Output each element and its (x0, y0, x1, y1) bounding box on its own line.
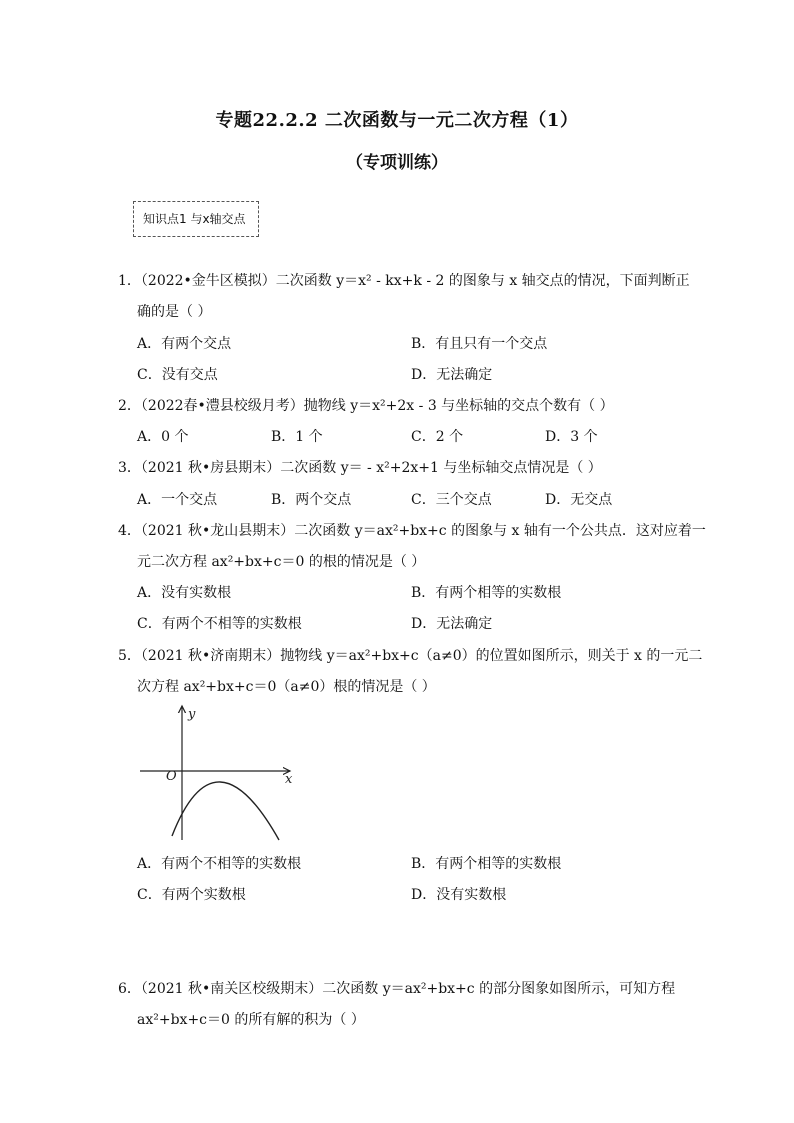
question-4-option-a: A．没有实数根 (137, 585, 232, 601)
question-6-line-1: 6．（2021 秋•南关区校级期末）二次函数 y＝ax²+bx+c 的部分图象如图所示，可知方程 (118, 981, 676, 997)
question-5-option-b: B．有两个相等的实数根 (411, 856, 562, 872)
question-5-line-2: 次方程 ax²+bx+c＝0（a≠0）根的情况是（ ） (137, 679, 436, 695)
question-5-line-1: 5．（2021 秋•济南期末）抛物线 y＝ax²+bx+c（a≠0）的位置如图所示，则关于 x 的一元二 (118, 648, 703, 664)
question-2-option-b: B．1 个 (271, 429, 323, 445)
question-4-option-d: D．无法确定 (411, 616, 493, 632)
question-4-line-2: 元二次方程 ax²+bx+c＝0 的根的情况是（ ） (137, 554, 426, 570)
question-1-option-b: B．有且只有一个交点 (411, 336, 548, 352)
question-5-option-c: C．有两个实数根 (137, 887, 246, 903)
question-3-option-d: D．无交点 (545, 492, 613, 508)
question-3-option-c: C．三个交点 (411, 492, 492, 508)
question-4-option-b: B．有两个相等的实数根 (411, 585, 562, 601)
question-4-line-1: 4．（2021 秋•龙山县期末）二次函数 y＝ax²+bx+c 的图象与 x 轴有一个公共点．这对应着一 (118, 523, 706, 539)
question-2-option-c: C．2 个 (411, 429, 464, 445)
question-2-option-d: D．3 个 (545, 429, 598, 445)
x-axis-label: x (285, 772, 293, 787)
page-subtitle: （专项训练） (346, 153, 448, 173)
y-axis-label: y (188, 707, 196, 722)
question-6-line-2: ax²+bx+c＝0 的所有解的积为（ ） (137, 1012, 365, 1028)
parabola-graph (140, 700, 310, 845)
question-2-line-1: 2．（2022春•澧县校级月考）抛物线 y＝x²+2x - 3 与坐标轴的交点个数有（ ） (118, 398, 614, 414)
parabola-curve (172, 782, 279, 840)
question-1-option-d: D．无法确定 (411, 367, 493, 383)
knowledge-point-box: 知识点1 与x轴交点 (133, 201, 259, 237)
question-1-option-a: A．有两个交点 (137, 336, 232, 352)
question-3-option-b: B．两个交点 (271, 492, 352, 508)
question-1-line-1: 1．（2022•金牛区模拟）二次函数 y＝x² - kx+k - 2 的图象与 x 轴交点的情况，下面判断正 (118, 273, 690, 289)
question-3-option-a: A．一个交点 (137, 492, 218, 508)
question-2-option-a: A．0 个 (137, 429, 189, 445)
question-5-option-d: D．没有实数根 (411, 887, 507, 903)
origin-label: O (166, 769, 177, 784)
page-title: 专题22.2.2 二次函数与一元二次方程（1） (215, 110, 579, 131)
question-5-option-a: A．有两个不相等的实数根 (137, 856, 302, 872)
question-1-line-2: 确的是（ ） (137, 304, 212, 320)
question-3-line-1: 3．（2021 秋•房县期末）二次函数 y＝ - x²+2x+1 与坐标轴交点情况是（ ） (118, 460, 602, 476)
question-4-option-c: C．有两个不相等的实数根 (137, 616, 302, 632)
question-1-option-c: C．没有交点 (137, 367, 218, 383)
